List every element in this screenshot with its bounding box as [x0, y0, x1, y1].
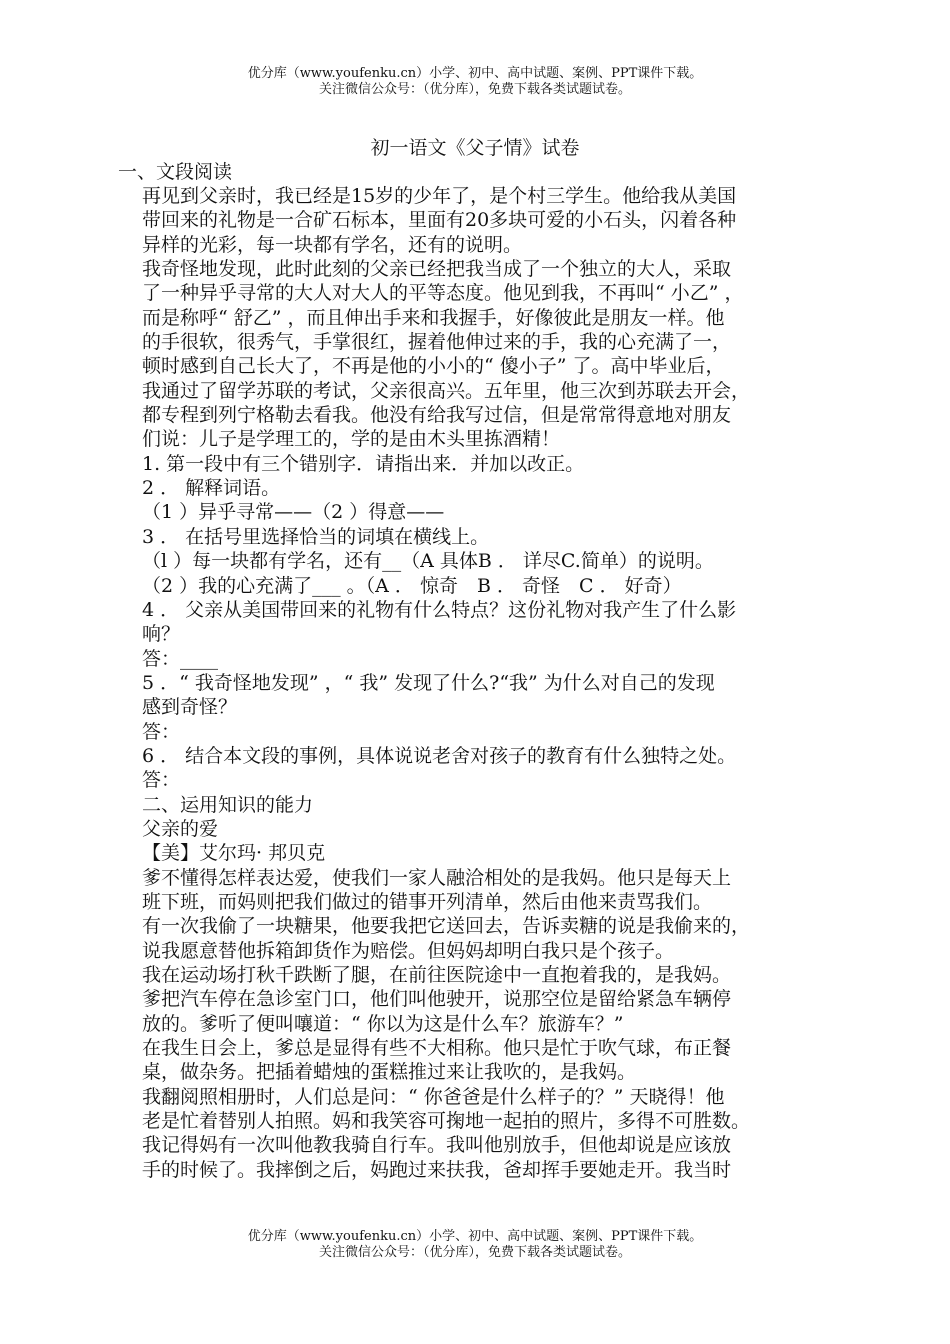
- question-4-cont: 响？: [142, 623, 181, 646]
- section-heading: 一、文段阅读: [118, 161, 233, 183]
- question-3-item-2: （2 ）我的心充满了___ 。（A ． 惊奇 B ． 奇怪 C ． 好奇）: [142, 574, 682, 597]
- text-line: 我通过了留学苏联的考试，父亲很高兴。五年里，他三次到苏联去开会，: [142, 379, 751, 402]
- text-line: 老是忙着替别人拍照。妈和我笑容可掬地一起拍的照片，多得不可胜数。: [142, 1110, 751, 1133]
- question-6: 6 ． 结合本文段的事例，具体说说老舍对孩子的教育有什么独特之处。: [142, 744, 737, 767]
- article-author: 【美】艾尔玛· 邦贝克: [142, 842, 326, 865]
- text-line: 而是称呼“ 舒乙” ，而且伸出手来和我握手，好像彼此是朋友一样。他: [142, 306, 725, 329]
- text-line: 的手很软，很秀气，手掌很红，握着他伸过来的手，我的心充满了一，: [142, 331, 732, 354]
- question-2-items: （1 ）异乎寻常——（2 ）得意——: [142, 501, 445, 524]
- footer-line-2: 关注微信公众号：（优分库），免费下载各类试题试卷。: [318, 1245, 631, 1260]
- text-line: 手的时候了。我摔倒之后，妈跑过来扶我，爸却挥手要她走开。我当时: [142, 1158, 732, 1181]
- text-line: 我在运动场打秋千跌断了腿，在前往医院途中一直抱着我的，是我妈。: [142, 964, 732, 986]
- question-5: 5 ．“ 我奇怪地发现” ，“ 我” 发现了什么?“我” 为什么对自己的发现: [142, 671, 715, 694]
- text-line: 我翻阅照相册时，人们总是问：“ 你爸爸是什么样子的？” 天晓得！他: [142, 1085, 725, 1108]
- section-2-heading: 二、运用知识的能力: [142, 793, 314, 816]
- page-header: [0, 66, 950, 98]
- text-line: 放的。爹听了便叫嚷道：“ 你以为这是什么车？旅游车？”: [142, 1012, 624, 1035]
- text-line: 在我生日会上，爹总是显得有些不大相称。他只是忙于吹气球，布正餐: [142, 1037, 732, 1060]
- question-2: 2 ． 解释词语。: [142, 477, 281, 500]
- header-line-1: 优分库（www.youfenku.cn）小学、初中、高中试题、案例、PPT课件下载。: [247, 66, 703, 81]
- question-3: 3 ． 在括号里选择恰当的词填在横线上。: [142, 525, 490, 548]
- question-1: 1. 第一段中有三个错别字．请指出来．并加以改正。: [142, 452, 585, 475]
- text-line: 我记得妈有一次叫他教我骑自行车。我叫他别放手，但他却说是应该放: [142, 1134, 732, 1157]
- question-3-item-1: （l ）每一块都有学名，还有__（A 具体B ． 详尽C.简单）的说明。: [142, 550, 714, 573]
- footer-line-1: 优分库（www.youfenku.cn）小学、初中、高中试题、案例、PPT课件下载。: [247, 1229, 703, 1244]
- text-line: 桌，做杂务。把插着蜡烛的蛋糕推过来让我吹的，是我妈。: [142, 1061, 637, 1084]
- header-line-2: 关注微信公众号：（优分库），免费下载各类试题试卷。: [318, 82, 631, 97]
- text-line: 都专程到列宁格勒去看我。他没有给我写过信，但是常常得意地对朋友: [142, 404, 732, 427]
- text-line: 们说：儿子是学理工的，学的是由木头里拣酒精！: [142, 428, 561, 451]
- text-line: 爹不懂得怎样表达爱，使我们一家人融洽相处的是我妈。他只是每天上: [142, 866, 732, 889]
- answer-line: 答：: [142, 720, 181, 743]
- article-title: 父亲的爱: [142, 817, 219, 840]
- text-line: 有一次我偷了一块糖果，他要我把它送回去，告诉卖糖的说是我偷来的，: [142, 915, 751, 938]
- text-line: 顿时感到自己长大了，不再是他的小小的“ 傻小子” 了。高中毕业后，: [142, 355, 725, 378]
- text-line: 异样的光彩，每一块都有学名，还有的说明。: [142, 233, 523, 256]
- answer-line: 答：____: [142, 647, 219, 670]
- text-line: 我奇怪地发现，此时此刻的父亲已经把我当成了一个独立的大人，采取: [142, 258, 732, 281]
- page-footer: [0, 1229, 950, 1261]
- document-body: [142, 184, 842, 1182]
- text-line: 再见到父亲时，我已经是15岁的少年了，是个村三学生。他给我从美国: [142, 185, 737, 207]
- text-line: 说我愿意替他拆箱卸货作为赔偿。但妈妈却明白我只是个孩子。: [142, 939, 675, 962]
- answer-line: 答：: [142, 769, 181, 792]
- text-line: 带回来的礼物是一合矿石标本，里面有20多块可爱的小石头，闪着各种: [142, 209, 737, 232]
- question-4: 4 ． 父亲从美国带回来的礼物有什么特点？这份礼物对我产生了什么影: [142, 598, 737, 621]
- question-5-cont: 感到奇怪？: [142, 696, 238, 719]
- text-line: 了一种异乎寻常的大人对大人的平等态度。他见到我，不再叫“ 小乙” ，: [142, 282, 744, 305]
- text-line: 班下班，而妈则把我们做过的错事开列清单，然后由他来责骂我们。: [142, 890, 713, 913]
- page-title: 初一语文《父子情》试卷: [370, 137, 580, 159]
- text-line: 爹把汽车停在急诊室门口，他们叫他驶开，说那空位是留给紧急车辆停: [142, 988, 732, 1011]
